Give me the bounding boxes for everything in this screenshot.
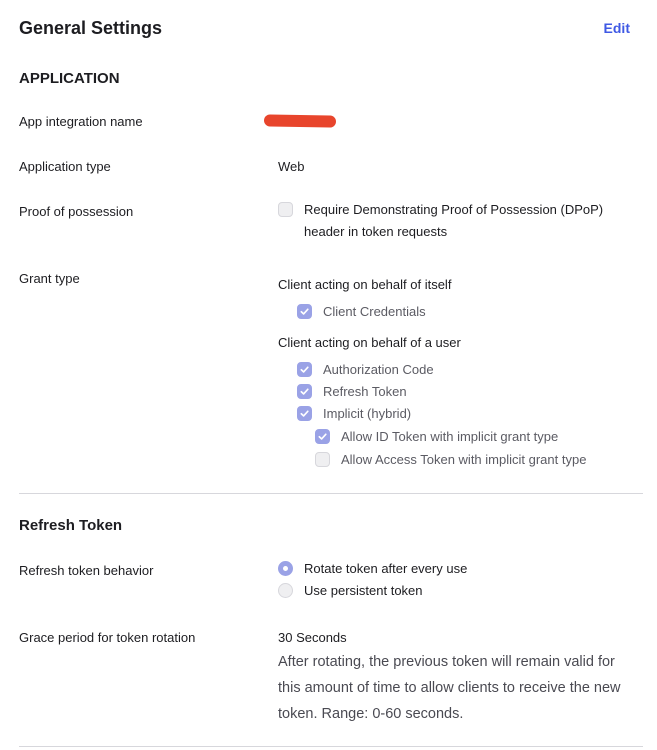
refresh-token-behavior-label: Refresh token behavior [19, 563, 154, 578]
application-section-title: APPLICATION [19, 70, 120, 87]
edit-button[interactable]: Edit [603, 20, 630, 36]
implicit-label: Implicit (hybrid) [323, 406, 412, 421]
section-divider [19, 493, 643, 494]
check-icon [317, 431, 328, 442]
grant-type-label: Grant type [19, 271, 80, 286]
dpop-checkbox-row[interactable] [278, 199, 603, 243]
grant-implicit[interactable] [297, 403, 411, 425]
grace-period-value: 30 Seconds [278, 630, 347, 645]
bottom-divider [19, 746, 643, 747]
dpop-checkbox-label [304, 199, 603, 243]
page-title: General Settings [19, 18, 163, 38]
refresh-token-checkbox[interactable] [297, 384, 312, 399]
grant-allow-access-token[interactable] [315, 449, 586, 471]
persistent-token-radio[interactable] [278, 583, 293, 598]
rotate-token-radio[interactable] [278, 561, 293, 576]
application-type-value: Web [278, 159, 305, 174]
grace-period-help-text: After rotating, the previous token will remain valid for this amount of time to allow clients to receive the new token. Range: 0-60 seconds. [278, 654, 621, 722]
allow-id-token-checkbox[interactable] [315, 429, 330, 444]
application-type-label: Application type [19, 159, 111, 174]
radio-persistent-token[interactable] [278, 580, 423, 602]
grant-group-itself-heading: Client acting on behalf of itself [278, 277, 452, 292]
refresh-token-label: Refresh Token [323, 384, 407, 399]
check-icon [299, 408, 310, 419]
dpop-label-line1: Require Demonstrating Proof of Possession (DPoP) [304, 202, 604, 217]
rotate-token-label: Rotate token after every use [304, 561, 468, 576]
allow-access-token-label: Allow Access Token with implicit grant type [341, 452, 587, 467]
grace-period-label: Grace period for token rotation [19, 630, 196, 645]
dpop-label-line2: header in token requests [304, 224, 448, 239]
grant-client-credentials[interactable] [297, 301, 426, 323]
dpop-checkbox[interactable] [278, 202, 293, 217]
persistent-token-label: Use persistent token [304, 583, 423, 598]
redacted-app-name [264, 114, 336, 127]
check-icon [299, 306, 310, 317]
client-credentials-checkbox[interactable] [297, 304, 312, 319]
allow-id-token-label: Allow ID Token with implicit grant type [341, 429, 559, 444]
proof-of-possession-label: Proof of possession [19, 204, 134, 219]
radio-rotate-token[interactable] [278, 558, 467, 580]
client-credentials-label: Client Credentials [323, 304, 426, 319]
refresh-token-section-title: Refresh Token [19, 517, 123, 534]
check-icon [299, 386, 310, 397]
authorization-code-label: Authorization Code [323, 362, 434, 377]
grant-group-user-heading: Client acting on behalf of a user [278, 335, 461, 350]
authorization-code-checkbox[interactable] [297, 362, 312, 377]
app-integration-name-label: App integration name [19, 114, 143, 129]
allow-access-token-checkbox[interactable] [315, 452, 330, 467]
check-icon [299, 364, 310, 375]
grant-allow-id-token[interactable] [315, 426, 558, 448]
grant-authorization-code[interactable] [297, 359, 434, 381]
grant-refresh-token[interactable] [297, 381, 407, 403]
implicit-checkbox[interactable] [297, 406, 312, 421]
